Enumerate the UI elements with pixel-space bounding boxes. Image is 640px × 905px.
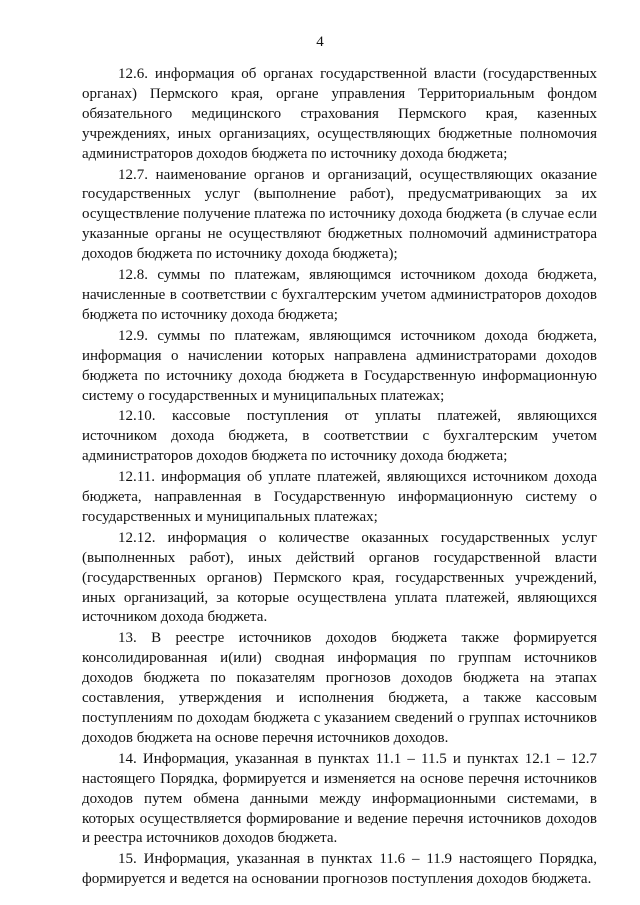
paragraph-15: 15. Информация, указанная в пунктах 11.6 – 11.9 настоящего Порядка, формируется и ведется на основании прогнозов поступления доходов бюджета.	[82, 851, 597, 888]
page-number: 4	[316, 34, 324, 50]
paragraph-12-11: 12.11. информация об уплате платежей, являющихся источником дохода бюджета, направленная в Государственную информационную систему о государственных и муниципальных платежах;	[82, 469, 597, 525]
paragraph-12-10: 12.10. кассовые поступления от уплаты платежей, являющихся источником дохода бюджета, в соответствии с бухгалтерским учетом администраторов доходов бюджета по источнику дохода бюджета;	[82, 408, 597, 465]
paragraph-13: 13. В реестре источников доходов бюджета также формируется консолидированная и(или) сводная информация по группам источников доходов бюджета по показателям прогнозов доходов бюджета на этапах составления, утверждения и исполнения бюджета, а также кассовым поступлениям по доходам бюджета с указанием сведений о группах источников доходов бюджета на основе перечня источников доходов.	[82, 630, 597, 746]
paragraph-12-7: 12.7. наименование органов и организаций, осуществляющих оказание государственных услуг (выполнение работ), предусматривающих за их осуществление получение платежа по источнику дохода бюджета (в случае если указанные органы не осуществляют бюджетных полномочий администратора доходов бюджета по источнику дохода бюджета);	[82, 166, 597, 263]
paragraph-12-6: 12.6. информация об органах государственной власти (государственных органах) Пермского края, органе управления Территориальным фондом обязательного медицинского страхования Пермского края, казенных учреждениях, иных организациях, осуществляющих бюджетные полномочия администраторов доходов бюджета по источнику дохода бюджета;	[82, 66, 597, 162]
paragraph-14: 14. Информация, указанная в пунктах 11.1 – 11.5 и пунктах 12.1 – 12.7 настоящего Порядка, формируется и изменяется на основе перечня источников доходов путем обмена данными между информационными системами, в которых осуществляется формирование и ведение перечня источников доходов и реестра источников доходов бюджета.	[82, 750, 597, 847]
paragraph-12-12: 12.12. информация о количестве оказанных государственных услуг (выполненных работ), иных действий органов государственной власти (государственных органов) Пермского края, государственных учреждений, иных организаций, за которые осуществлена уплата платежей, являющихся источником дохода бюджета.	[82, 529, 597, 626]
paragraph-12-8: 12.8. суммы по платежам, являющимся источником дохода бюджета, начисленные в соответствии с бухгалтерским учетом администраторов доходов бюджета по источнику дохода бюджета;	[82, 267, 597, 323]
paragraph-12-9: 12.9. суммы по платежам, являющимся источником дохода бюджета, информация о начислении которых направлена администраторами доходов бюджета по источнику дохода бюджета в Государственную информационную систему о государственных и муниципальных платежах;	[82, 327, 597, 404]
document-body	[82, 65, 597, 891]
